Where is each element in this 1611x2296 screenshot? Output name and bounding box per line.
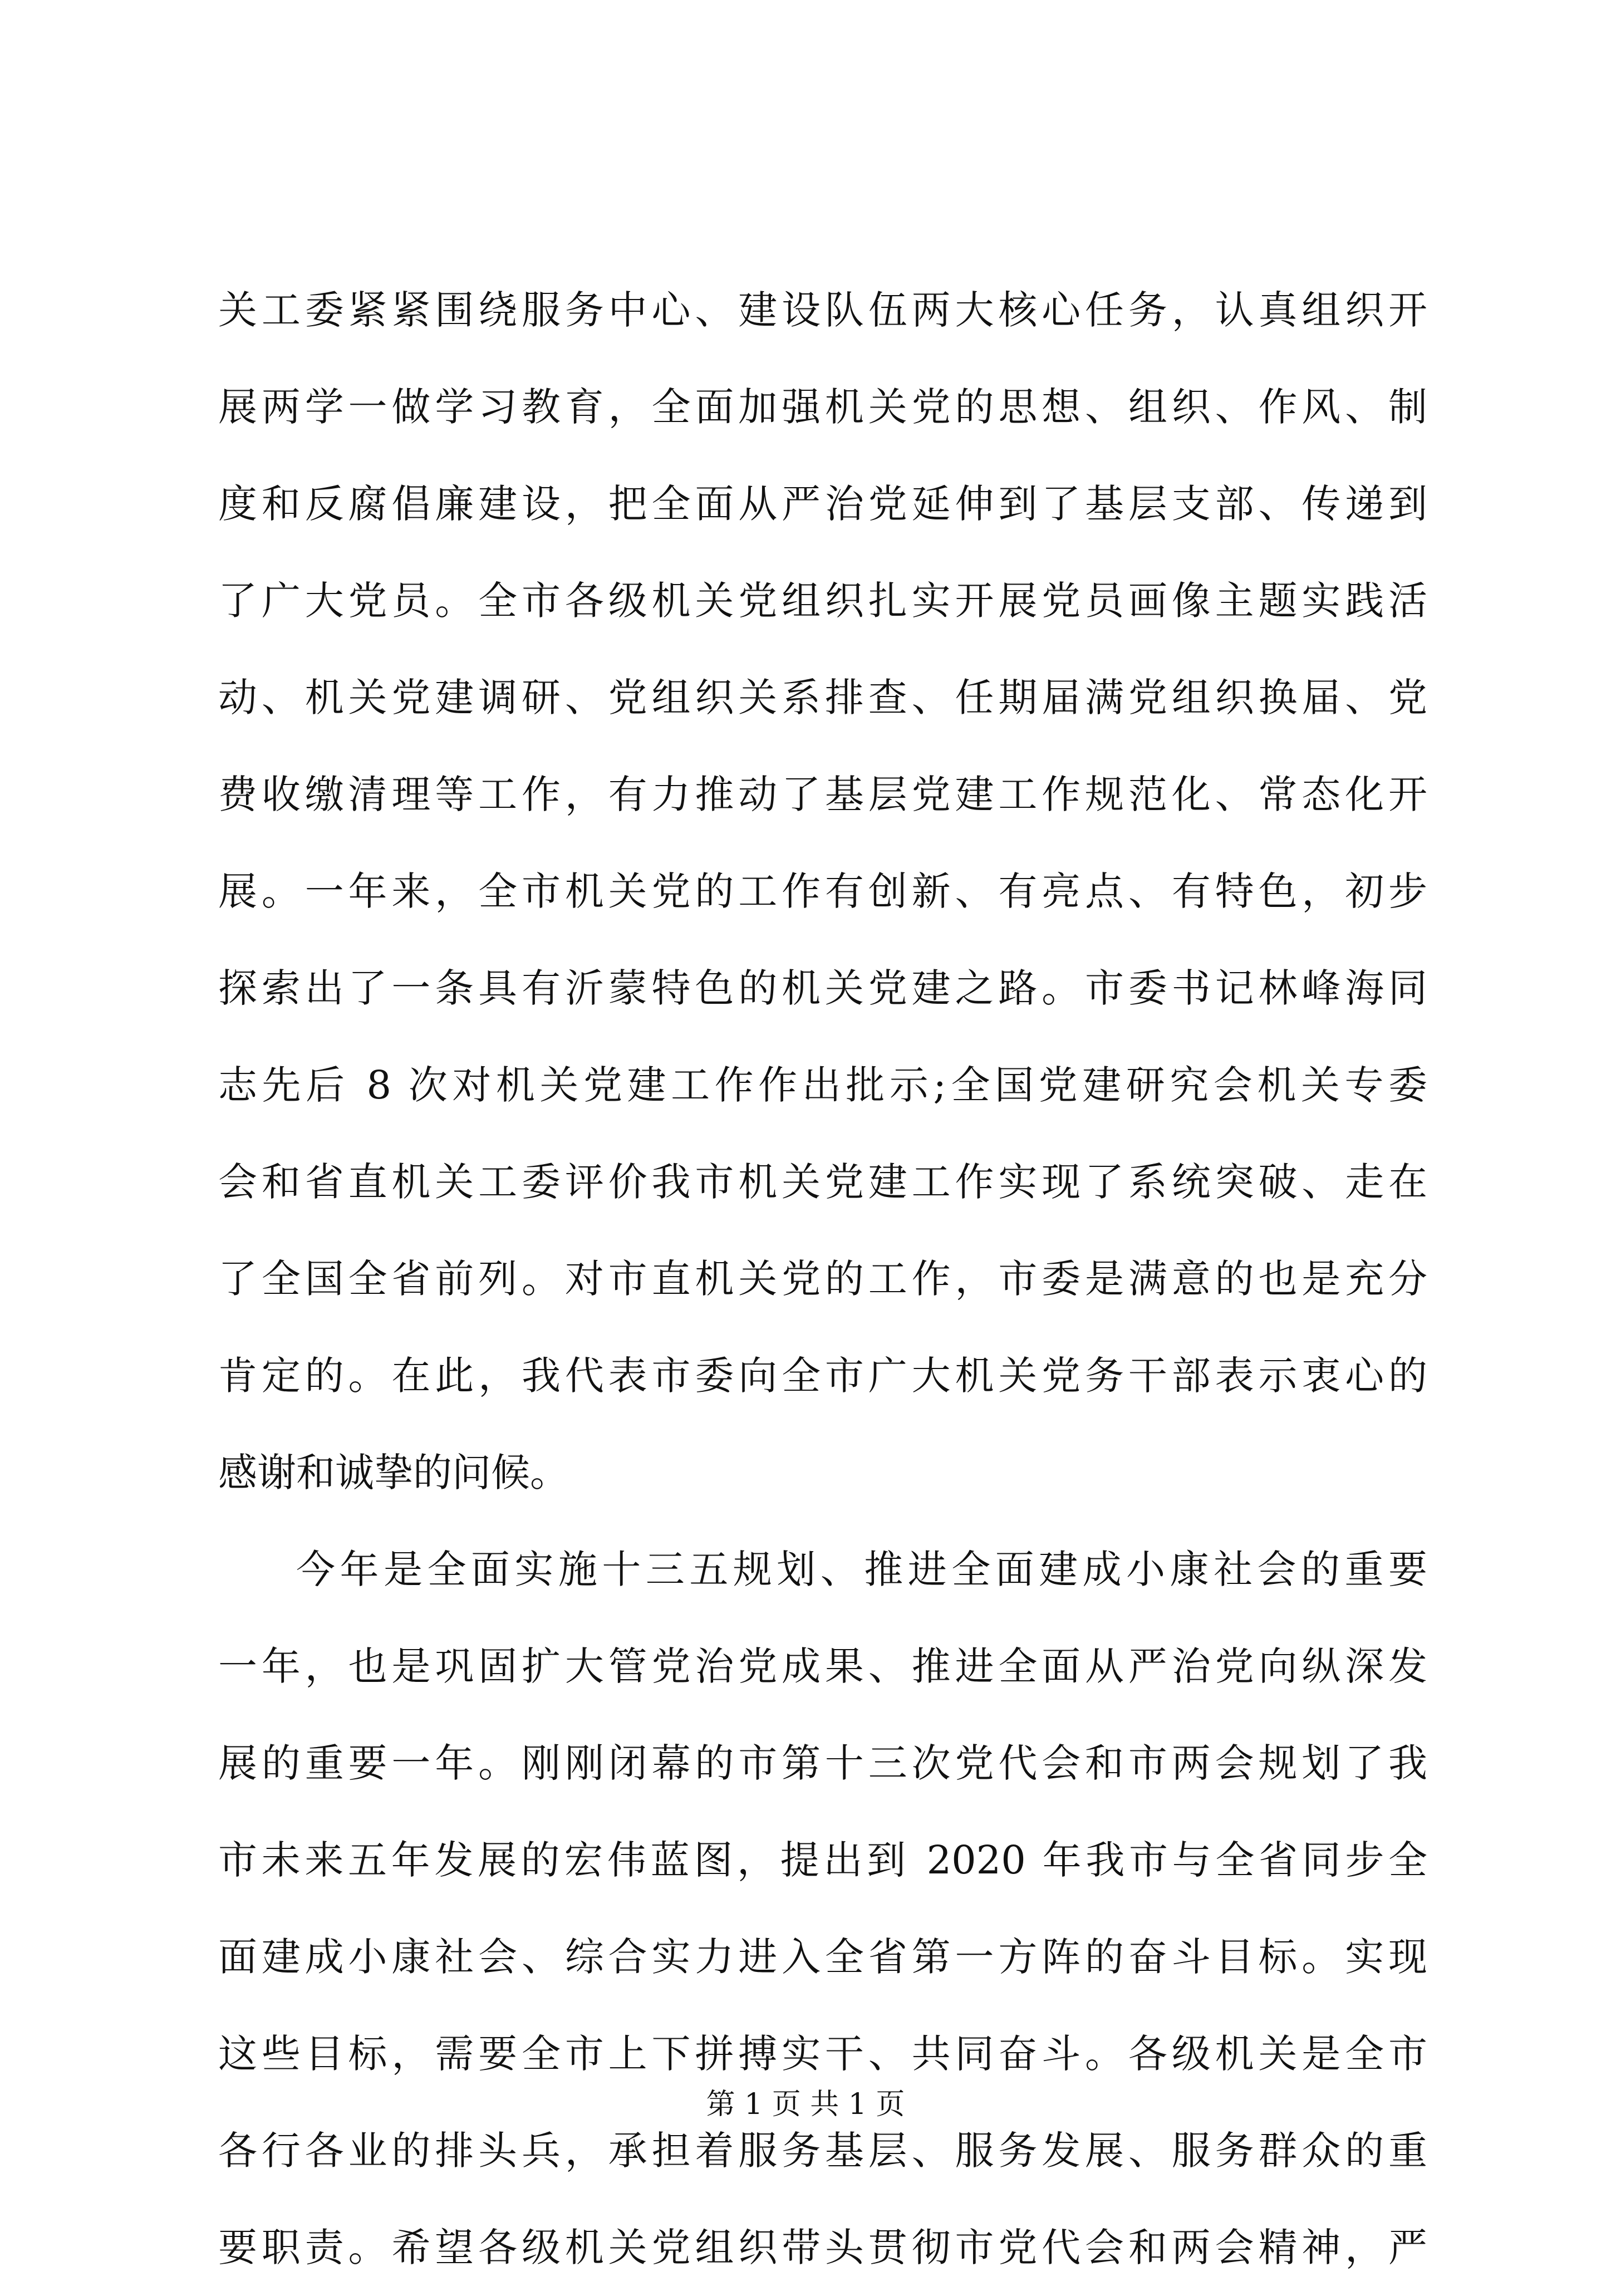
paragraph-line: 动、机关党建调研、党组织关系排查、任期届满党组织换届、党 <box>218 675 1427 720</box>
paragraph-line: 探索出了一条具有沂蒙特色的机关党建之路。市委书记林峰海同 <box>218 965 1427 1011</box>
document-body <box>218 262 1427 2296</box>
paragraph-line: 关工委紧紧围绕服务中心、建设队伍两大核心任务，认真组织开 <box>218 287 1427 333</box>
paragraph-line: 感谢和诚挚的问候。 <box>218 1450 569 1495</box>
paragraph-line: 要职责。希望各级机关党组织带头贯彻市党代会和两会精神，严 <box>218 2225 1427 2270</box>
paragraph-line: 志先后 8 次对机关党建工作作出批示;全国党建研究会机关专委 <box>218 1062 1427 1108</box>
paragraph-line: 会和省直机关工委评价我市机关党建工作实现了系统突破、走在 <box>218 1159 1427 1205</box>
paragraph-line: 费收缴清理等工作，有力推动了基层党建工作规范化、常态化开 <box>218 772 1427 817</box>
paragraph-line: 展的重要一年。刚刚闭幕的市第十三次党代会和市两会规划了我 <box>218 1740 1427 1786</box>
paragraph-line: 市未来五年发展的宏伟蓝图，提出到 2020 年我市与全省同步全 <box>218 1837 1427 1883</box>
paragraph-line: 了全国全省前列。对市直机关党的工作，市委是满意的也是充分 <box>218 1256 1427 1302</box>
paragraph-line: 这些目标，需要全市上下拼搏实干、共同奋斗。各级机关是全市 <box>218 2031 1427 2077</box>
paragraph-line: 展两学一做学习教育，全面加强机关党的思想、组织、作风、制 <box>218 384 1427 430</box>
paragraph-2 <box>218 1521 1427 2296</box>
paragraph-line: 面建成小康社会、综合实力进入全省第一方阵的奋斗目标。实现 <box>218 1934 1427 1980</box>
paragraph-line: 一年，也是巩固扩大管党治党成果、推进全面从严治党向纵深发 <box>218 1643 1427 1689</box>
paragraph-line: 了广大党员。全市各级机关党组织扎实开展党员画像主题实践活 <box>218 578 1427 624</box>
paragraph-line: 展。一年来，全市机关党的工作有创新、有亮点、有特色，初步 <box>218 869 1427 914</box>
paragraph-line: 各行各业的排头兵，承担着服务基层、服务发展、服务群众的重 <box>218 2128 1427 2174</box>
page-footer: 第 1 页 共 1 页 <box>706 2088 905 2121</box>
paragraph-line: 度和反腐倡廉建设，把全面从严治党延伸到了基层支部、传递到 <box>218 481 1427 527</box>
paragraph-line: 今年是全面实施十三五规划、推进全面建成小康社会的重要 <box>296 1547 1427 1592</box>
paragraph-line: 肯定的。在此，我代表市委向全市广大机关党务干部表示衷心的 <box>218 1353 1427 1399</box>
paragraph-1 <box>218 262 1427 1521</box>
